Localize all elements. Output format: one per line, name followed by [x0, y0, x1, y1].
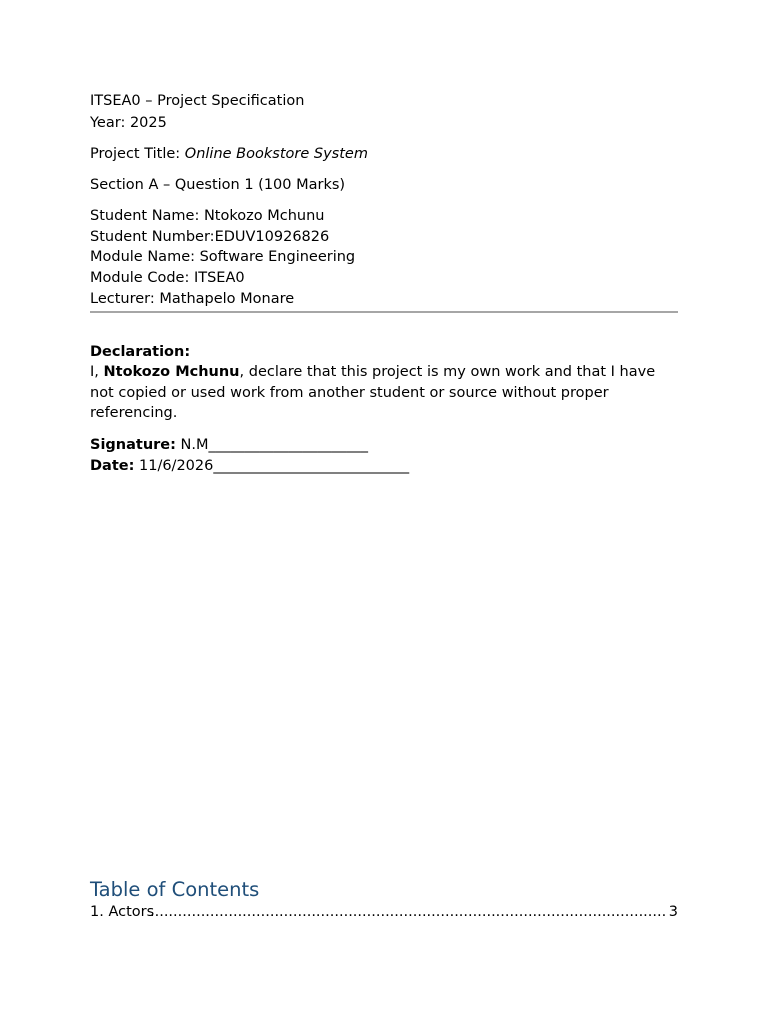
project-title-line [90, 144, 368, 164]
declaration-student-name: Ntokozo Mchunu [103, 364, 240, 380]
module-code: Module Code: ITSEA0 [90, 270, 245, 286]
declaration-heading [90, 342, 190, 362]
document-page [90, 0, 678, 1024]
toc-entry-page: 3 [668, 904, 678, 920]
toc-entry[interactable] [90, 902, 678, 922]
module-name: Module Name: Software Engineering [90, 249, 356, 265]
declaration-prefix: I, [90, 364, 104, 380]
course-title: ITSEA0 – Project Specification [90, 93, 305, 109]
date-value: 11/6/2026___________________________ [134, 458, 410, 474]
horizontal-divider [90, 311, 678, 313]
section-line: Section A – Question 1 (100 Marks) [90, 177, 346, 193]
declaration-text: , declare that this project is my own work and that I have not copied or used work from another student or source without proper referencing. [90, 364, 656, 421]
toc-heading: Table of Contents [90, 878, 260, 901]
lecturer: Lecturer: Mathapelo Monare [90, 291, 295, 307]
date-line [90, 456, 409, 476]
student-number: Student Number:EDUV10926826 [90, 229, 330, 245]
declaration-heading-text: Declaration: [90, 344, 191, 360]
signature-value: N.M______________________ [175, 437, 369, 453]
project-title-label: Project Title: [90, 146, 185, 162]
date-label: Date: [90, 458, 135, 474]
declaration-body [90, 362, 678, 424]
toc-entry-label: 1. Actors [90, 904, 155, 920]
signature-label: Signature: [90, 437, 176, 453]
toc-dot-leader [150, 902, 666, 922]
signature-line [90, 435, 368, 455]
year-line: Year: 2025 [90, 115, 167, 131]
student-name: Student Name: Ntokozo Mchunu [90, 208, 325, 224]
project-title-value: Online Bookstore System [184, 146, 368, 162]
